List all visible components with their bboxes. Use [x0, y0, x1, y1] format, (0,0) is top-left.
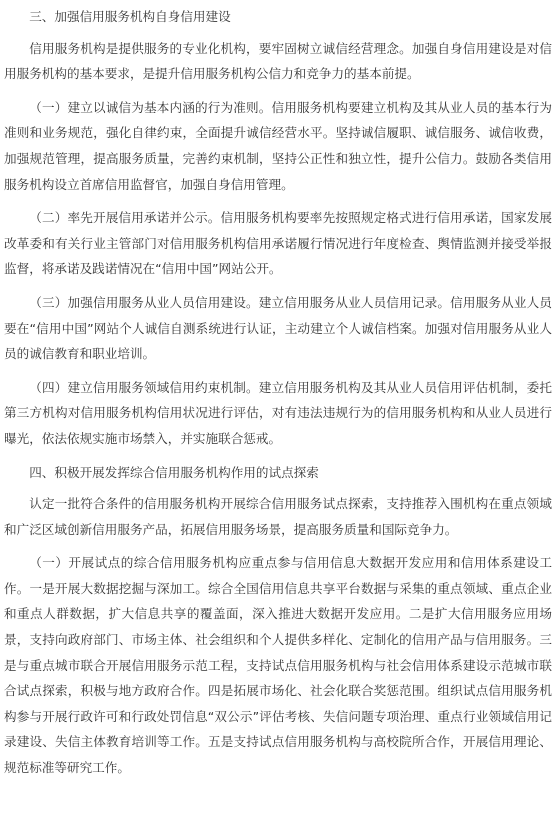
section-heading: 三、加强信用服务机构自身信用建设 — [29, 9, 231, 24]
paragraph: （二）率先开展信用承诺并公示。信用服务机构要率先按照规定格式进行信用承诺，国家发展改革委和有关行业主管部门对信用服务机构信用承诺履行情况进行年度检查、舆情监测并接受举报监督，将承诺及践诺情况在“信用中国”网站公开。 — [4, 210, 552, 277]
paragraph: （四）建立信用服务领域信用约束机制。建立信用服务机构及其从业人员信用评估机制，委托第三方机构对信用服务机构信用状况进行评估，对有违法违规行为的信用服务机构和从业人员进行曝光，依法依规实施市场禁入，并实施联合惩戒。 — [4, 379, 552, 446]
section-heading: 四、积极开展发挥综合信用服务机构作用的试点探索 — [29, 464, 319, 480]
paragraph: 认定一批符合条件的信用服务机构开展综合信用服务试点探索，支持推荐入围机构在重点领域和广泛区域创新信用服务产品，拓展信用服务场景，提高服务质量和国际竞争力。 — [4, 496, 552, 537]
paragraph: 信用服务机构是提供服务的专业化机构，要牢固树立诚信经营理念。加强自身信用建设是对信用服务机构的基本要求，是提升信用服务机构公信力和竞争力的基本前提。 — [4, 40, 552, 82]
paragraph: （一）开展试点的综合信用服务机构应重点参与信用信息大数据开发应用和信用体系建设工作。一是开展大数据挖掘与深加工。综合全国信用信息共享平台数据与采集的重点领域、重点企业和重点人群数据，扩大信息共享的覆盖面，深入推进大数据开发应用。二是扩大信用服务应用场景，支持向政府部门、市场主体、社会组织和个人提供多样化、定制化的信用产品与信用服务。三是与重点城市联合开展信用服务示范工程，支持试点信用服务机构与社会信用体系建设示范城市联合试点探索，积极与地方政府合作。四是拓展市场化、社会化联合奖惩范围。组织试点信用服务机构参与开展行政许可和行政处罚信息“双公示”评估考核、失信问题专项治理、重点行业领域信用记录建设、失信主体教育培训等工作。五是支持试点信用服务机构与高校院所合作，开展信用理论、规范标准等研究工作。 — [4, 555, 552, 776]
paragraph: （一）建立以诚信为基本内涵的行为准则。信用服务机构要建立机构及其从业人员的基本行为准则和业务规范，强化自律约束，全面提升诚信经营水平。坚持诚信履职、诚信服务、诚信收费，加强规范管理，提高服务质量，完善约束机制，坚持公正性和独立性，提升公信力。鼓励各类信用服务机构设立首席信用监督官，加强自身信用管理。 — [4, 99, 552, 192]
paragraph: （三）加强信用服务从业人员信用建设。建立信用服务从业人员信用记录。信用服务从业人员要在“信用中国”网站个人诚信自测系统进行认证，主动建立个人诚信档案。加强对信用服务从业人员的诚信教育和职业培训。 — [4, 294, 552, 362]
